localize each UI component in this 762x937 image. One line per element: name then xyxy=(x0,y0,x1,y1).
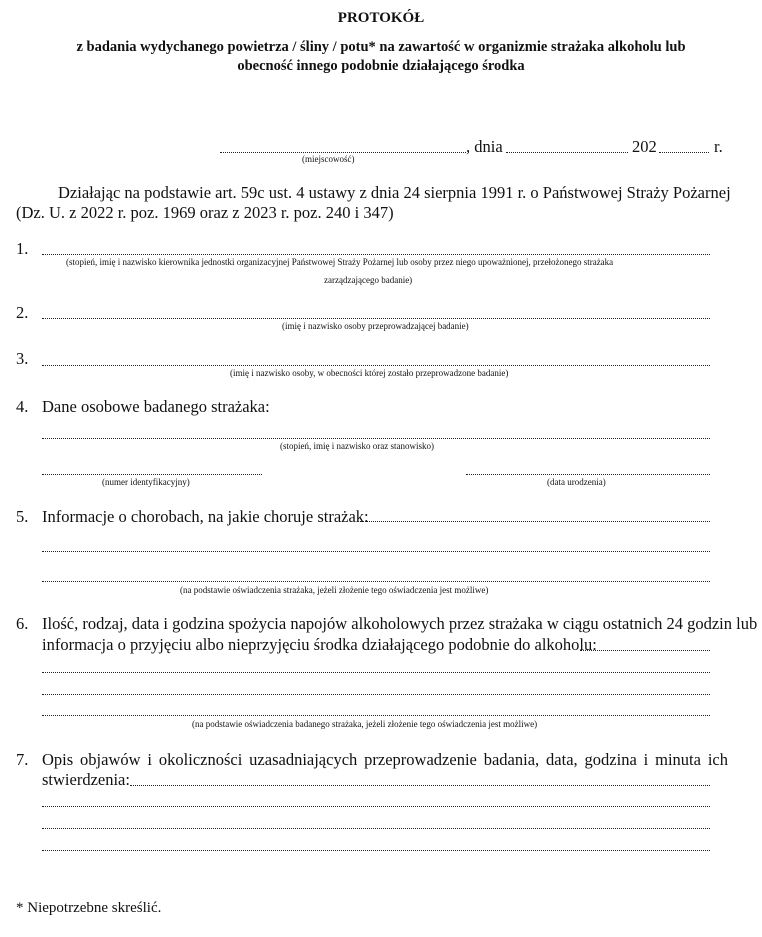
item-1-field[interactable] xyxy=(42,254,710,255)
footnote: * Niepotrzebne skreślić. xyxy=(16,900,162,916)
year-suffix: r. xyxy=(714,137,723,156)
date-field[interactable] xyxy=(506,152,628,153)
item-3-number: 3. xyxy=(16,349,29,368)
year-prefix: 202 xyxy=(632,137,657,156)
legal-basis-line1: Działając na podstawie art. 59c ust. 4 ustawy z dnia 24 sierpnia 1991 r. o Państwowej Straży Pożarnej xyxy=(58,183,731,202)
item-1-caption-cont: zarządzającego badanie) xyxy=(324,275,413,285)
item-4-name-field[interactable] xyxy=(42,438,710,439)
item-2-caption: (imię i nazwisko osoby przeprowadzającej badanie) xyxy=(282,321,469,331)
item-5-field-2[interactable] xyxy=(42,551,710,552)
item-7-line1: Opis objawów i okoliczności uzasadniających przeprowadzenie badania, data, godzina i minuta ich xyxy=(42,750,728,769)
item-2-number: 2. xyxy=(16,303,29,322)
document-title: PROTOKÓŁ xyxy=(337,10,425,26)
item-3-caption: (imię i nazwisko osoby, w obecności której zostało przeprowadzone badanie) xyxy=(230,368,509,378)
item-7-field-4[interactable] xyxy=(42,850,710,851)
place-caption: (miejscowość) xyxy=(302,154,355,164)
item-5-field-3[interactable] xyxy=(42,581,710,582)
item-2-field[interactable] xyxy=(42,318,710,319)
item-7-field-2[interactable] xyxy=(42,806,710,807)
legal-basis-line2: (Dz. U. z 2022 r. poz. 1969 oraz z 2023 r. poz. 240 i 347) xyxy=(16,203,394,222)
item-4-name-caption: (stopień, imię i nazwisko oraz stanowisko) xyxy=(280,441,434,451)
item-3-field[interactable] xyxy=(42,365,710,366)
item-5-number: 5. xyxy=(16,507,29,526)
place-field[interactable] xyxy=(220,152,466,153)
item-7-field-3[interactable] xyxy=(42,828,710,829)
item-5-field-1[interactable] xyxy=(360,521,710,522)
item-6-number: 6. xyxy=(16,614,29,633)
item-4-label: Dane osobowe badanego strażaka: xyxy=(42,397,270,416)
item-7-number: 7. xyxy=(16,750,29,769)
item-4-id-field[interactable] xyxy=(42,474,262,475)
item-5-label: Informacje o chorobach, na jakie choruje strażak: xyxy=(42,507,369,526)
item-7-field-1[interactable] xyxy=(130,785,710,786)
dnia-label: , dnia xyxy=(466,137,503,156)
document-subtitle-line1: z badania wydychanego powietrza / śliny / potu* na zawartość w organizmie strażaka alkoholu lub xyxy=(76,39,686,55)
item-6-field-4[interactable] xyxy=(42,715,710,716)
item-1-caption: (stopień, imię i nazwisko kierownika jednostki organizacyjnej Państwowej Straży Pożarnej lub osoby przez niego upoważnionej, przełożonego strażaka xyxy=(66,257,614,267)
item-4-birth-caption: (data urodzenia) xyxy=(547,477,606,487)
item-6-caption: (na podstawie oświadczenia badanego strażaka, jeżeli złożenie tego oświadczenia jest możliwe) xyxy=(192,719,538,729)
year-field[interactable] xyxy=(659,152,709,153)
item-7-line2: stwierdzenia: xyxy=(42,770,130,789)
item-6-field-2[interactable] xyxy=(42,672,710,673)
item-6-field-3[interactable] xyxy=(42,694,710,695)
item-6-line2: informacja o przyjęciu albo nieprzyjęciu środka działającego podobnie do alkoholu: xyxy=(42,635,597,654)
item-4-birth-field[interactable] xyxy=(466,474,710,475)
item-4-id-caption: (numer identyfikacyjny) xyxy=(102,477,190,487)
document-subtitle-line2: obecność innego podobnie działającego środka xyxy=(237,58,525,74)
item-1-number: 1. xyxy=(16,239,29,258)
item-6-line1: Ilość, rodzaj, data i godzina spożycia napojów alkoholowych przez strażaka w ciągu ostatnich 24 godzin lub xyxy=(42,614,758,633)
item-4-number: 4. xyxy=(16,397,29,416)
item-5-caption: (na podstawie oświadczenia strażaka, jeżeli złożenie tego oświadczenia jest możliwe) xyxy=(180,585,489,595)
item-6-field-1[interactable] xyxy=(580,650,710,651)
